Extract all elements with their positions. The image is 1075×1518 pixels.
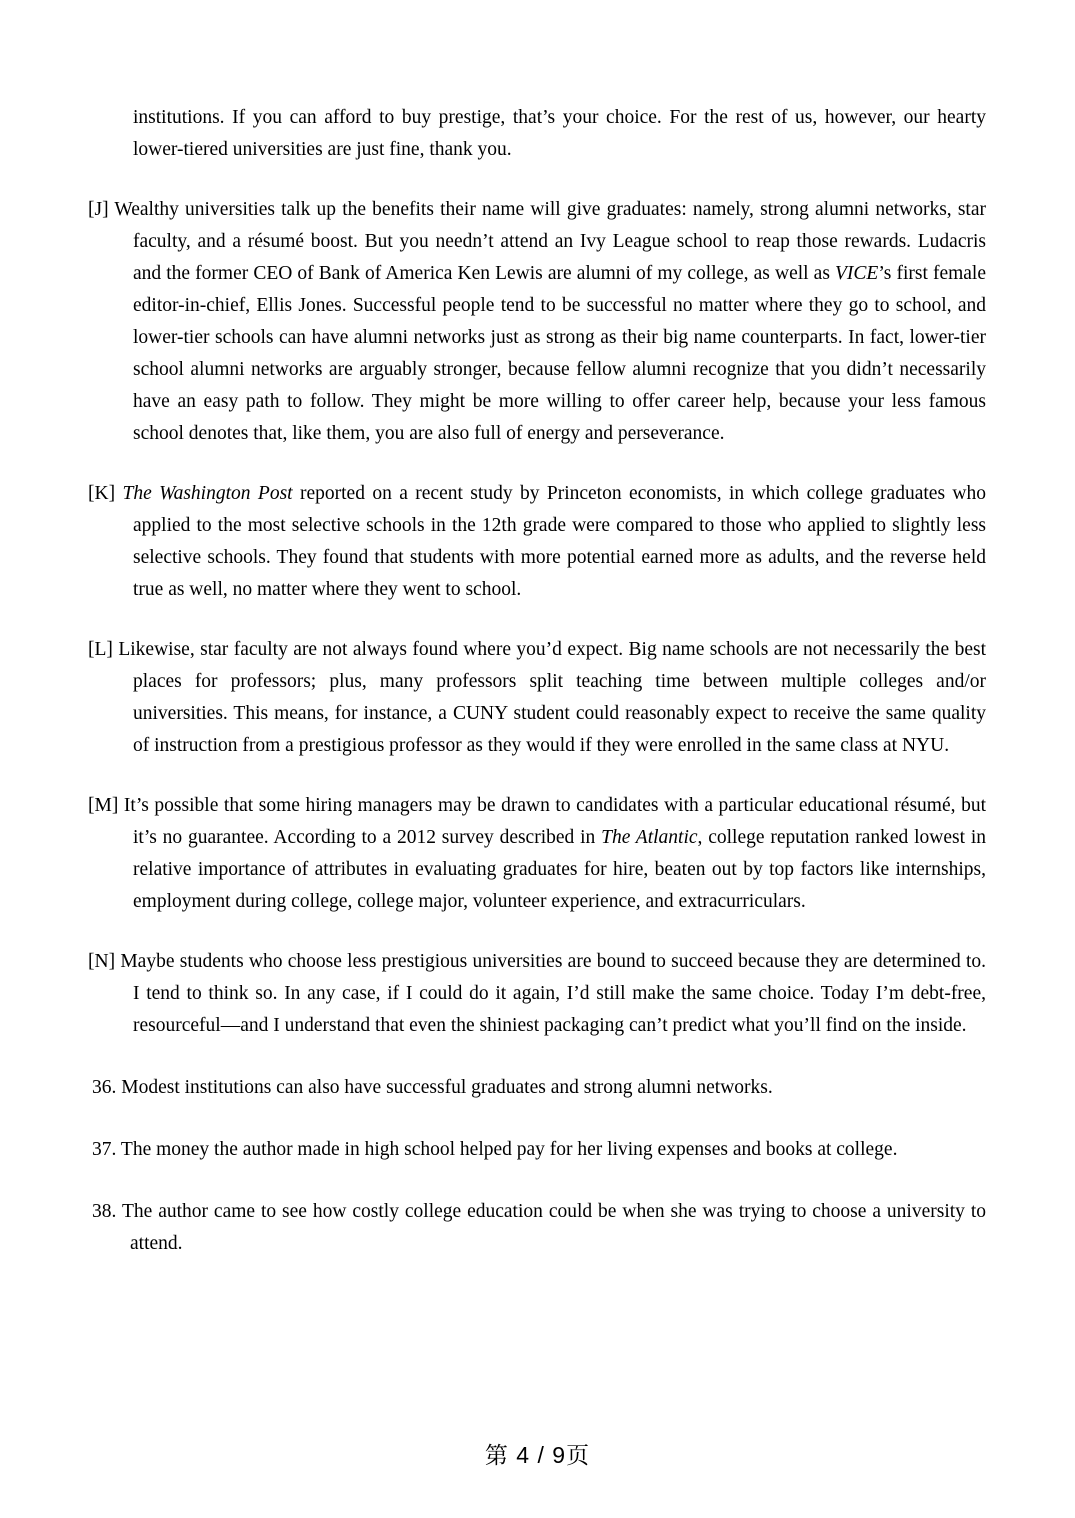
page-number-footer: 第 4 / 9页 <box>484 1442 591 1468</box>
paragraph-l-text: Likewise, star faculty are not always found where you’d expect. Big name schools are not necessarily the best places for professors; plus, many professors split teaching time between multiple colleges and/or universities. This means, for instance, a CUNY student could reasonably expect to receive the same quality of instruction from a prestigious professor as they would if they were enrolled in the same class at NYU. <box>118 639 987 756</box>
statement-37-number: 37. <box>92 1139 117 1160</box>
statement-37-text: The money the author made in high school helped pay for her living expenses and books at college. <box>120 1139 898 1160</box>
paragraph-j <box>88 194 986 450</box>
paragraph-n-label: [N] <box>88 951 116 972</box>
paragraph-m-text: It’s possible that some hiring managers may be drawn to candidates with a particular educational résumé, but it’s no guarantee. According to a 2012 survey described in The Atlantic, college reputation ranked lowest in relative importance of attributes in evaluating graduates for hire, beaten out by top factors like internships, employment during college, college major, volunteer experience, and extracurriculars. <box>123 795 986 912</box>
paragraph-l-label: [L] <box>88 639 113 660</box>
statement-38-text: The author came to see how costly college education could be when she was trying to choose a university to attend. <box>121 1201 986 1254</box>
paragraph-m-label: [M] <box>88 795 119 816</box>
statement-36-number: 36. <box>92 1077 117 1098</box>
paragraph-k <box>88 478 986 606</box>
statement-36 <box>92 1072 986 1104</box>
paragraph-l <box>88 634 986 762</box>
paragraph-continuation: institutions. If you can afford to buy prestige, that’s your choice. For the rest of us, however, our hearty lower-tiered universities are just fine, thank you. <box>133 107 986 160</box>
paragraph-k-label: [K] <box>88 483 116 504</box>
statement-38-number: 38. <box>92 1201 117 1222</box>
statement-list <box>92 1072 986 1260</box>
statement-36-text: Modest institutions can also have successful graduates and strong alumni networks. <box>121 1077 773 1098</box>
paragraph-m <box>88 790 986 918</box>
paragraph-k-text: The Washington Post reported on a recent study by Princeton economists, in which college graduates who applied to the most selective schools in the 12th grade were compared to those who applied to slightly less selective schools. They found that students with more potential earned more as adults, and the reverse held true as well, no matter where they went to school. <box>122 483 987 600</box>
statement-38 <box>92 1196 986 1260</box>
paragraph-j-label: [J] <box>88 199 109 220</box>
statement-37 <box>92 1134 986 1166</box>
paragraph-j-text: Wealthy universities talk up the benefits their name will give graduates: namely, strong alumni networks, star faculty, and a résumé boost. But you needn’t attend an Ivy League school to reap those rewards. Ludacris and the former CEO of Bank of America Ken Lewis are alumni of my college, as well as VICE’s first female editor-in-chief, Ellis Jones. Successful people tend to be successful no matter where they go to school, and lower-tier schools can have alumni networks just as strong as their big name counterparts. In fact, lower-tier school alumni networks are arguably stronger, because fellow alumni recognize that you didn’t necessarily have an easy path to follow. They might be more willing to offer career help, because your less famous school denotes that, like them, you are also full of energy and perseverance. <box>114 199 987 444</box>
paragraph-n <box>88 946 986 1042</box>
paragraph-n-text: Maybe students who choose less prestigious universities are bound to succeed because they are determined to. I tend to think so. In any case, if I could do it again, I’d still make the same choice. Today I’m debt-free, resourceful—and I understand that even the shiniest packaging can’t predict what you’ll find on the inside. <box>120 951 986 1036</box>
